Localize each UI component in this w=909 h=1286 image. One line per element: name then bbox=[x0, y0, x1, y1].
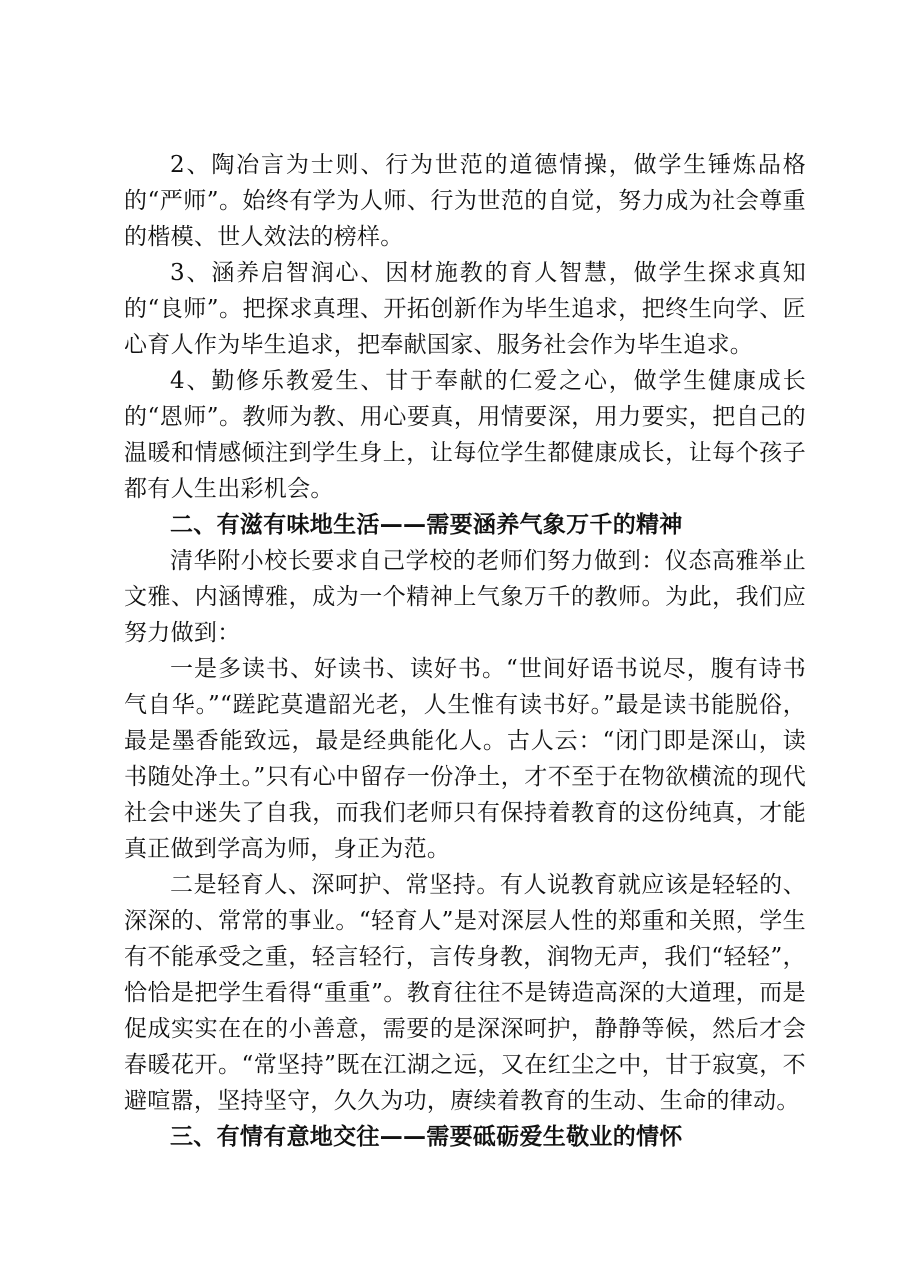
paragraph-reading: 一是多读书、好读书、读好书。“世间好语书说尽，腹有诗书气自华。”“蹉跎莫遣韶光老，人生惟有读书好。”最是读书能脱俗，最是墨香能致远，最是经典能化人。古人云：“闭门即是深山，读书随处净土。”只有心中留存一份净土，才不至于在物欲横流的现代社会中迷失了自我，而我们老师只有保持着教育的这份纯真，才能真正做到学高为师，身正为范。 bbox=[124, 656, 806, 862]
section-heading-2: 二、有滋有味地生活——需要涵养气象万千的精神 bbox=[170, 512, 683, 538]
document-body bbox=[124, 147, 806, 1155]
paragraph-intro: 清华附小校长要求自己学校的老师们努力做到：仪态高雅举止文雅、内涵博雅，成为一个精神上气象万千的教师。为此，我们应努力做到： bbox=[124, 548, 806, 646]
section-heading-3: 三、有情有意地交往——需要砥砺爱生敬业的情怀 bbox=[170, 1124, 683, 1150]
paragraph-item-2: 2、陶冶言为士则、行为世范的道德情操，做学生锤炼品格的“严师”。始终有学为人师、行为世范的自觉，努力成为社会尊重的楷模、世人效法的榜样。 bbox=[124, 152, 806, 250]
paragraph-nurturing: 二是轻育人、深呵护、常坚持。有人说教育就应该是轻轻的、深深的、常常的事业。“轻育人”是对深层人性的郑重和关照，学生有不能承受之重，轻言轻行，言传身教，润物无声，我们“轻轻”，恰恰是把学生看得“重重”。教育往往不是铸造高深的大道理，而是促成实实在在的小善意，需要的是深深呵护，静静等候，然后才会春暖花开。“常坚持”既在江湖之远，又在红尘之中，甘于寂寞，不避喧嚣，坚持坚守，久久为功，赓续着教育的生动、生命的律动。 bbox=[124, 872, 806, 1114]
paragraph-item-3: 3、涵养启智润心、因材施教的育人智慧，做学生探求真知的“良师”。把探求真理、开拓创新作为毕生追求，把终生向学、匠心育人作为毕生追求，把奉献国家、服务社会作为毕生追求。 bbox=[124, 260, 806, 358]
paragraph-item-4: 4、勤修乐教爱生、甘于奉献的仁爱之心，做学生健康成长的“恩师”。教师为教、用心要真，用情要深，用力要实，把自己的温暖和情感倾注到学生身上，让每位学生都健康成长，让每个孩子都有人生出彩机会。 bbox=[124, 368, 806, 502]
